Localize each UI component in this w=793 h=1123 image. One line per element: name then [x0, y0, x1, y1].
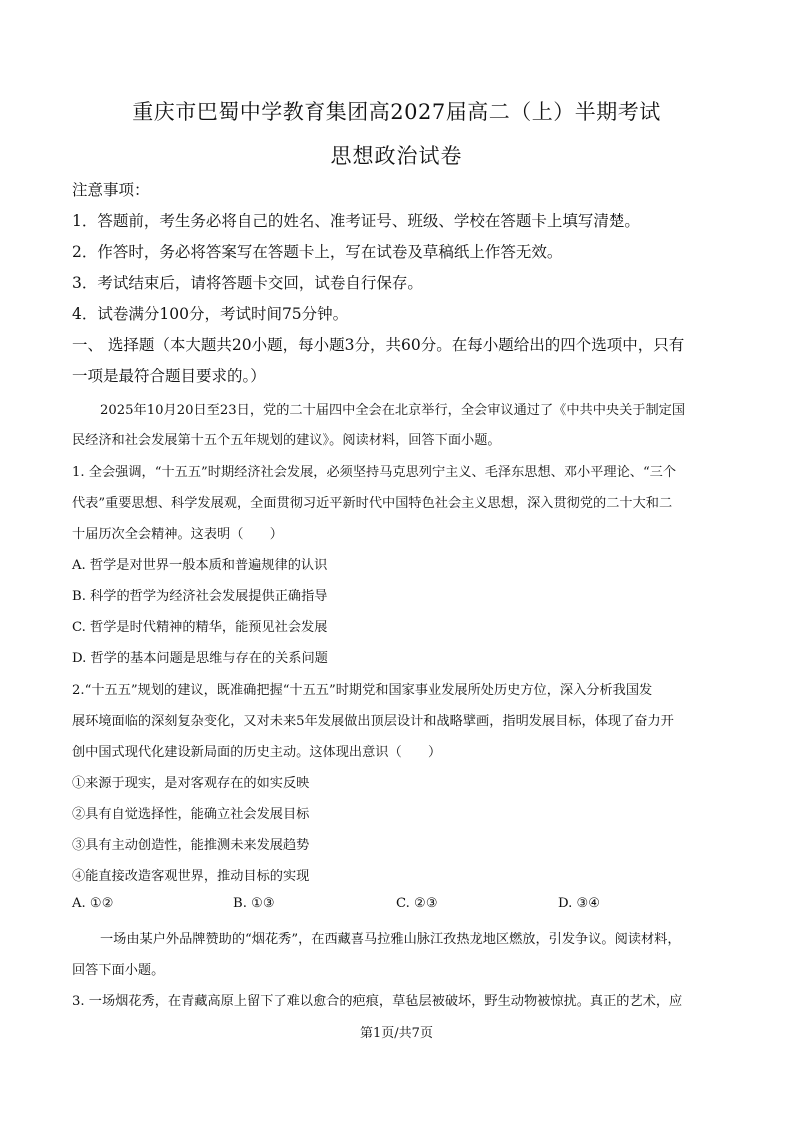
question-1-option-c: C. 哲学是时代精神的精华，能预见社会发展	[72, 620, 328, 635]
question-1-option-b: B. 科学的哲学为经济社会发展提供正确指导	[72, 589, 328, 604]
note-item-4: 4．试卷满分100分，考试时间75分钟。	[72, 305, 349, 323]
question-3-stem-1: 3. 一场烟花秀，在青藏高原上留下了难以愈合的疤痕，草毡层被破坏，野生动物被惊扰。真正的艺术，应	[72, 994, 683, 1009]
question-2-stem-2: 展环境面临的深刻复杂变化，又对未来5年发展做出顶层设计和战略擘画，指明发展目标，体现了奋力开	[72, 714, 674, 729]
question-2-stem-3: 创中国式现代化建设新局面的历史主动。这体现出意识（ ）	[72, 745, 442, 760]
material-2-line-1: 一场由某户外品牌赞助的“烟花秀”，在西藏喜马拉雅山脉江孜热龙地区燃放，引发争议。阅读材料，	[100, 932, 681, 947]
question-2-choice-c: C. ②③	[396, 896, 438, 911]
material-1-line-2: 民经济和社会发展第十五个五年规划的建议》。阅读材料，回答下面小题。	[72, 433, 501, 448]
note-item-3: 3．考试结束后，请将答题卡交回，试卷自行保存。	[72, 274, 423, 292]
question-2-choice-d: D. ③④	[558, 896, 601, 911]
question-2-choice-b: B. ①③	[233, 896, 275, 911]
material-1-line-1: 2025年10月20日至23日，党的二十届四中全会在北京举行，全会审议通过了《中共中央关于制定国	[100, 403, 686, 418]
section-heading-cont: 一项是最符合题目要求的。）	[72, 367, 266, 385]
section-heading: 一、 选择题（本大题共20小题，每小题3分，共60分。在每小题给出的四个选项中，只有	[72, 336, 685, 354]
exam-subject-title: 思想政治试卷	[330, 144, 463, 168]
material-2-line-2: 回答下面小题。	[72, 963, 165, 978]
question-1-option-a: A. 哲学是对世界一般本质和普遍规律的认识	[72, 558, 328, 573]
page-number: 第1页/共7页	[360, 1026, 433, 1041]
question-1-option-d: D. 哲学的基本问题是思维与存在的关系问题	[72, 651, 328, 666]
question-2-statement-4: ④能直接改造客观世界，推动目标的实现	[72, 869, 310, 884]
question-2-choice-a: A. ①②	[72, 896, 114, 911]
question-2-stem-1: 2.“十五五”规划的建议，既准确把握“十五五”时期党和国家事业发展所处历史方位，深入分析我国发	[72, 683, 653, 698]
question-1-stem-3: 十届历次全会精神。这表明（ ）	[72, 527, 283, 542]
question-2-statement-2: ②具有自觉选择性，能确立社会发展目标	[72, 807, 310, 822]
question-2-statement-1: ①来源于现实，是对客观存在的如实反映	[72, 776, 310, 791]
question-1-stem-2: 代表”重要思想、科学发展观，全面贯彻习近平新时代中国特色社会主义思想，深入贯彻党的二十大和二	[72, 496, 673, 511]
exam-title: 重庆市巴蜀中学教育集团高2027届高二（上）半期考试	[132, 100, 661, 124]
note-item-2: 2．作答时，务必将答案写在答题卡上，写在试卷及草稿纸上作答无效。	[72, 243, 563, 261]
notes-heading: 注意事项：	[72, 181, 150, 199]
note-item-1: 1．答题前，考生务必将自己的姓名、准考证号、班级、学校在答题卡上填写清楚。	[72, 212, 640, 230]
question-2-statement-3: ③具有主动创造性，能推测未来发展趋势	[72, 838, 310, 853]
question-1-stem-1: 1. 全会强调，“十五五”时期经济社会发展，必须坚持马克思列宁主义、毛泽东思想、邓小平理论、“三个	[72, 465, 677, 480]
